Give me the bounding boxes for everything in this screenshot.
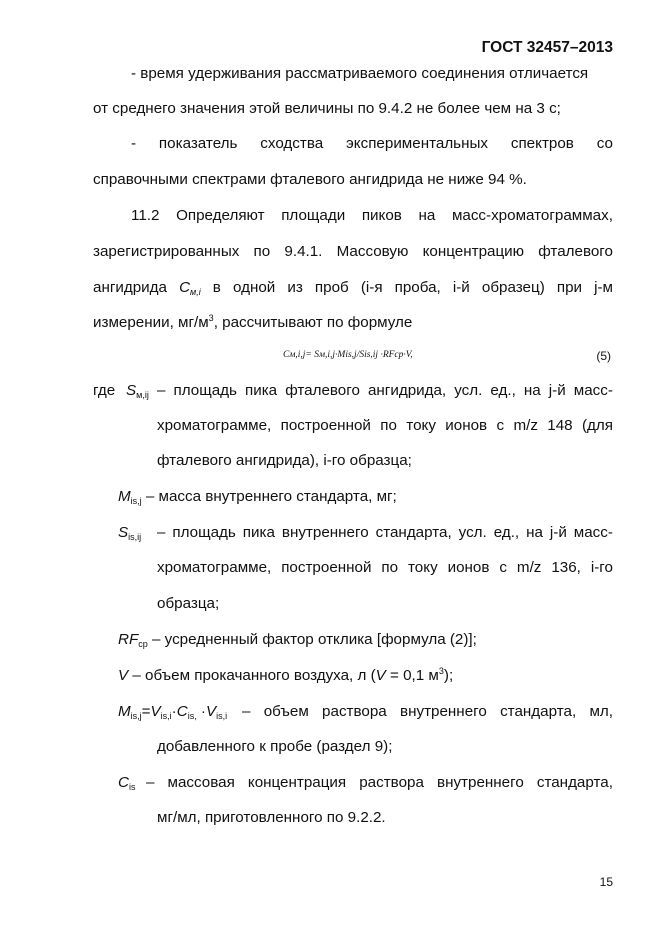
word: стандарта, — [500, 703, 577, 720]
justified-line — [93, 244, 613, 259]
word: показатель — [158, 135, 238, 152]
text-line: - время удерживания рассматриваемого соединения отличается — [131, 65, 589, 82]
word: (i-я — [360, 279, 383, 296]
word: пиков — [361, 207, 402, 224]
word: со — [596, 135, 613, 152]
text-line: от среднего значения этой величины по 9.4.2 не более чем на 3 с; — [93, 100, 561, 117]
word: масс- — [573, 382, 613, 399]
page-number: 15 — [599, 875, 613, 889]
symbol-c-is: $C_{is}$ — [118, 774, 136, 792]
word: усл. — [454, 382, 483, 399]
justified-line — [242, 704, 613, 719]
word: проб — [314, 279, 349, 296]
word: площади — [281, 207, 346, 224]
word: масс-хроматограммах, — [451, 207, 613, 224]
word: – — [157, 524, 166, 541]
word: раствора — [322, 703, 387, 720]
word: на — [523, 382, 541, 399]
text-line: образца; — [157, 595, 220, 612]
word: 9.4.1. — [284, 243, 323, 260]
word: току — [408, 559, 438, 576]
definition-v: V – объем прокачанного воздуха, л (V = 0,1 $м^3$); — [118, 666, 454, 684]
symbol-s-is-ij: $S_{is,ij}$ — [118, 524, 142, 542]
word: j-й — [548, 382, 566, 399]
justified-line — [157, 383, 613, 398]
word: j-й — [549, 524, 567, 541]
word: с — [496, 417, 505, 434]
word: m/z — [513, 417, 538, 434]
word: ангидрида, — [367, 382, 447, 399]
word: ед., — [493, 524, 520, 541]
word: пика — [245, 382, 278, 399]
word: i-го — [590, 559, 613, 576]
word: ионов — [445, 417, 488, 434]
text-line: мг/мл, приготовленного по 9.2.2. — [157, 809, 386, 826]
word: стандарта, — [536, 774, 613, 791]
justified-line — [157, 560, 613, 575]
word: пика — [242, 524, 275, 541]
word: (для — [581, 417, 613, 434]
word: сходства — [260, 135, 324, 152]
word: – — [157, 382, 166, 399]
word: в — [212, 279, 221, 296]
word: по — [380, 417, 397, 434]
word: построенной — [280, 417, 371, 434]
word: мл, — [589, 703, 613, 720]
formula-5: Cм,i,j= Sм,i,j·Mis,j/Sis,ij ·RFср·V, — [283, 350, 413, 360]
word: экспериментальных — [346, 135, 488, 152]
word: проба, — [394, 279, 441, 296]
word: внутреннего — [437, 774, 524, 791]
word: току — [406, 417, 436, 434]
word: концентрация — [247, 774, 347, 791]
word: по — [253, 243, 271, 260]
word: 11.2 — [131, 207, 160, 224]
word: - — [131, 135, 137, 152]
word: фталевого — [285, 382, 360, 399]
word: площадь — [173, 382, 237, 399]
word: Массовую — [336, 243, 409, 260]
word: концентрацию — [422, 243, 525, 260]
justified-line — [157, 525, 613, 540]
justified-line — [131, 208, 613, 223]
definition-m-is-j: $M_{is,j}$ – масса внутреннего стандарта, мг; — [118, 488, 397, 506]
word: площадь — [172, 524, 236, 541]
word: внутреннего — [281, 524, 369, 541]
word: из — [287, 279, 303, 296]
word: стандарта, — [375, 524, 452, 541]
word: объем — [263, 703, 309, 720]
word: фталевого — [538, 243, 613, 260]
justified-line — [146, 775, 613, 790]
word: зарегистрированных — [93, 243, 240, 260]
word: массовая — [167, 774, 235, 791]
word: хроматограмме, — [157, 417, 272, 434]
word: i-й — [452, 279, 470, 296]
where-label: где — [93, 382, 116, 399]
word: хроматограмме, — [157, 559, 272, 576]
word: на — [418, 207, 436, 224]
word: ангидрида — [93, 279, 167, 296]
symbol-c-m-i: $C_{м,i}$ — [179, 279, 201, 297]
word: по — [381, 559, 399, 576]
text-line: добавленного к пробе (раздел 9); — [157, 738, 393, 755]
word: образец) — [481, 279, 545, 296]
text-line: измерении, $мг/м^3$, рассчитывают по формуле — [93, 313, 413, 331]
word: j-м — [594, 279, 613, 296]
standard-header: ГОСТ 32457–2013 — [481, 39, 613, 56]
justified-line — [157, 418, 613, 433]
word: с — [499, 559, 507, 576]
word: усл. — [458, 524, 487, 541]
word: одной — [232, 279, 276, 296]
word: Определяют — [176, 207, 265, 224]
word: спектров — [510, 135, 574, 152]
justified-line — [131, 136, 613, 151]
word: построенной — [281, 559, 372, 576]
word: ионов — [447, 559, 490, 576]
word: ед., — [490, 382, 516, 399]
word: на — [526, 524, 543, 541]
justified-line — [93, 280, 613, 297]
definition-rf: $RF_{ср}$ – усредненный фактор отклика [формула (2)]; — [118, 631, 477, 649]
word: 148 — [547, 417, 573, 434]
text-line: справочными спектрами фталевого ангидрида не ниже 94 %. — [93, 171, 527, 188]
text-line: фталевого ангидрида), i-го образца; — [157, 452, 412, 469]
expression-m-is-j: $M_{is,j}=V_{is,i}\cdot C_{is,} \cdot V_{is,i}$ — [118, 703, 228, 721]
word: внутреннего — [400, 703, 487, 720]
equation-number: (5) — [596, 349, 611, 363]
word: – — [146, 774, 155, 791]
word: при — [556, 279, 583, 296]
word: 136, — [551, 559, 581, 576]
word: раствора — [359, 774, 424, 791]
word: m/z — [516, 559, 542, 576]
word: масс- — [573, 524, 613, 541]
word: – — [242, 703, 251, 720]
symbol-s-m-ij: $S_{м,ij}$ — [126, 382, 149, 400]
